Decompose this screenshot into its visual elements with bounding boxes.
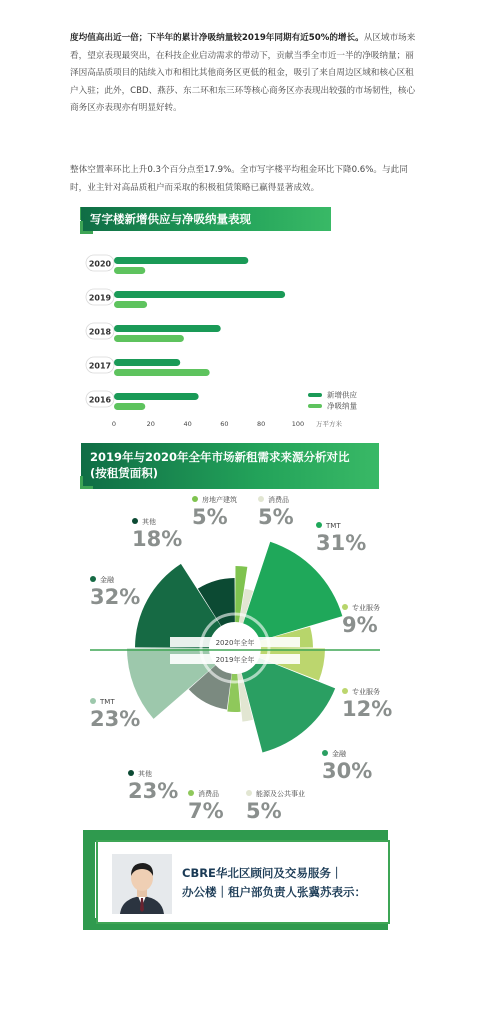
y2019-other-label-group (128, 769, 178, 803)
y2020-realestate-label-dot (192, 496, 198, 502)
y2019-pro-label-group (342, 687, 392, 721)
y2020-pro-label-pct: 9% (342, 613, 378, 637)
quote-line-2: 办公楼｜租户部负责人张冀苏表示： (182, 885, 366, 899)
y2020-consumer-label-dot (258, 496, 264, 502)
legend-label-0: 新增供应 (327, 390, 357, 400)
pie-bottom-label: 2019年全年 (215, 656, 255, 664)
x-tick-100: 100 (291, 420, 305, 428)
y2019-energy-label-name: 能源及公共事业 (256, 790, 305, 798)
y2019-tmt-label-pct: 23% (90, 707, 141, 731)
pie-title-corner (80, 476, 93, 489)
y2020-pro-label-name: 专业服务 (352, 604, 380, 612)
y2019-pro-label-name: 专业服务 (352, 688, 380, 696)
x-unit-label: 万平方米 (316, 420, 342, 428)
quote-text (182, 864, 382, 902)
bar-chart-title: 写字楼新增供应与净吸纳量表现 (90, 212, 251, 226)
y2020-realestate-label-name: 房地产建筑 (202, 496, 237, 504)
y2020-other-label-dot (132, 518, 138, 524)
bar-2020-1 (114, 267, 145, 274)
y2019-other-label-pct: 23% (128, 779, 179, 803)
pie-top-label: 2020年全年 (215, 639, 255, 647)
year-label-2020: 2020 (88, 259, 112, 269)
y2020-tmt-label-dot (316, 522, 322, 528)
bar-2020-0 (114, 257, 248, 264)
bar-chart (80, 245, 380, 430)
y2019-finance-label-group (322, 749, 372, 783)
pie-chart-title-2: (按租赁面积) (90, 466, 159, 480)
bar-2019-0 (114, 291, 285, 298)
intro-bold-sentence: 度均值高出近一倍；下半年的累计净吸纳量较2019年同期有近50%的增长。 (70, 33, 364, 43)
y2019-finance-label-dot (322, 750, 328, 756)
x-tick-40: 40 (183, 420, 192, 428)
y2020-finance-label-name: 金融 (100, 576, 114, 584)
y2020-tmt-label-pct: 31% (316, 531, 367, 555)
intro-paragraph-2: 整体空置率环比上升0.3个百分点至17.9%。全市写字楼平均租金环比下降0.6%。与此同时，业主针对高品质租户而采取的积极租赁策略已赢得显著成效。 (70, 165, 408, 193)
y2019-consumer-label-group (188, 789, 224, 823)
y2020-finance-label-group (90, 575, 140, 609)
legend-swatch-0 (308, 393, 322, 397)
y2019-energy-label-group (246, 789, 305, 823)
y2020-realestate-label-group (192, 495, 237, 529)
bar-title-corner-bottom (80, 221, 93, 234)
y2019-consumer-label-dot (188, 790, 194, 796)
intro-paragraph-1 (70, 30, 416, 118)
y2019-pro-label-dot (342, 688, 348, 694)
bar-2016-0 (114, 393, 199, 400)
year-label-2018: 2018 (88, 327, 112, 337)
bar-2018-1 (114, 335, 184, 342)
year-label-2019: 2019 (88, 293, 112, 303)
y2019-tmt-label-dot (90, 698, 96, 704)
y2019-pro-label-pct: 12% (342, 697, 393, 721)
intro-rest-text: 从区域市场来看，望京表现最突出，在科技企业启动需求的带动下，贡献当季全市近一半的净吸纳量；丽泽因高品质项目的陆续入市和相比其他商务区更低的租金，吸引了来自周边区域和核心区租户入驻；此外，CBD、燕莎、东二环和东三环等核心商务区亦表现出较强的市场韧性， (70, 33, 416, 96)
year-label-2016: 2016 (88, 395, 112, 405)
y2020-realestate-label-pct: 5% (192, 505, 228, 529)
intro-last-text: 核心商务区亦表现亦有明显好转。 (70, 85, 416, 113)
x-tick-0: 0 (111, 420, 117, 428)
y2020-consumer-label-group (258, 495, 294, 529)
y2019-other-label-name: 其他 (138, 770, 152, 778)
bar-2016-1 (114, 403, 145, 410)
legend-swatch-1 (308, 404, 322, 408)
y2020-finance-label-pct: 32% (90, 585, 141, 609)
y2020-other-label-pct: 18% (132, 527, 183, 551)
y2019-finance-label-pct: 30% (322, 759, 373, 783)
y2019-energy-label-pct: 5% (246, 799, 282, 823)
y2019-other-label-dot (128, 770, 134, 776)
y2020-pro-label-group (342, 603, 380, 637)
bar-2017-1 (114, 369, 210, 376)
y2019-tmt-label-group (90, 698, 140, 731)
y2019-finance-label-name: 金融 (332, 750, 346, 758)
y2019-tmt-label-name: TMT (100, 698, 115, 706)
y2020-tmt-label-group (316, 522, 366, 555)
y2019-energy-label-dot (246, 790, 252, 796)
quote-line-1: CBRE华北区顾问及交易服务｜ (182, 866, 343, 880)
y2020-other-label-name: 其他 (142, 518, 156, 526)
y2020-consumer-label-name: 消费品 (268, 496, 289, 504)
y2020-other-label-group (132, 517, 182, 551)
y2020-consumer-label-pct: 5% (258, 505, 294, 529)
y2020-slice-4 (243, 542, 342, 641)
pie-chart-title-1: 2019年与2020年全年市场新租需求来源分析对比 (90, 450, 350, 464)
x-tick-60: 60 (220, 420, 229, 428)
year-label-2017: 2017 (88, 361, 112, 371)
bar-2017-0 (114, 359, 180, 366)
x-tick-20: 20 (146, 420, 155, 428)
avatar (112, 854, 172, 914)
x-tick-80: 80 (257, 420, 266, 428)
quote-box (96, 840, 390, 924)
legend-label-1: 净吸纳量 (327, 401, 357, 411)
y2020-pro-label-dot (342, 604, 348, 610)
y2020-slice-0 (135, 564, 221, 648)
pie-chart (0, 490, 478, 830)
y2020-finance-label-dot (90, 576, 96, 582)
y2019-consumer-label-name: 消费品 (198, 790, 219, 798)
bar-2019-1 (114, 301, 147, 308)
y2020-tmt-label-name: TMT (326, 522, 341, 530)
y2019-consumer-label-pct: 7% (188, 799, 224, 823)
pie-center (211, 624, 259, 672)
quote-frame-left (83, 830, 95, 930)
bar-2018-0 (114, 325, 221, 332)
